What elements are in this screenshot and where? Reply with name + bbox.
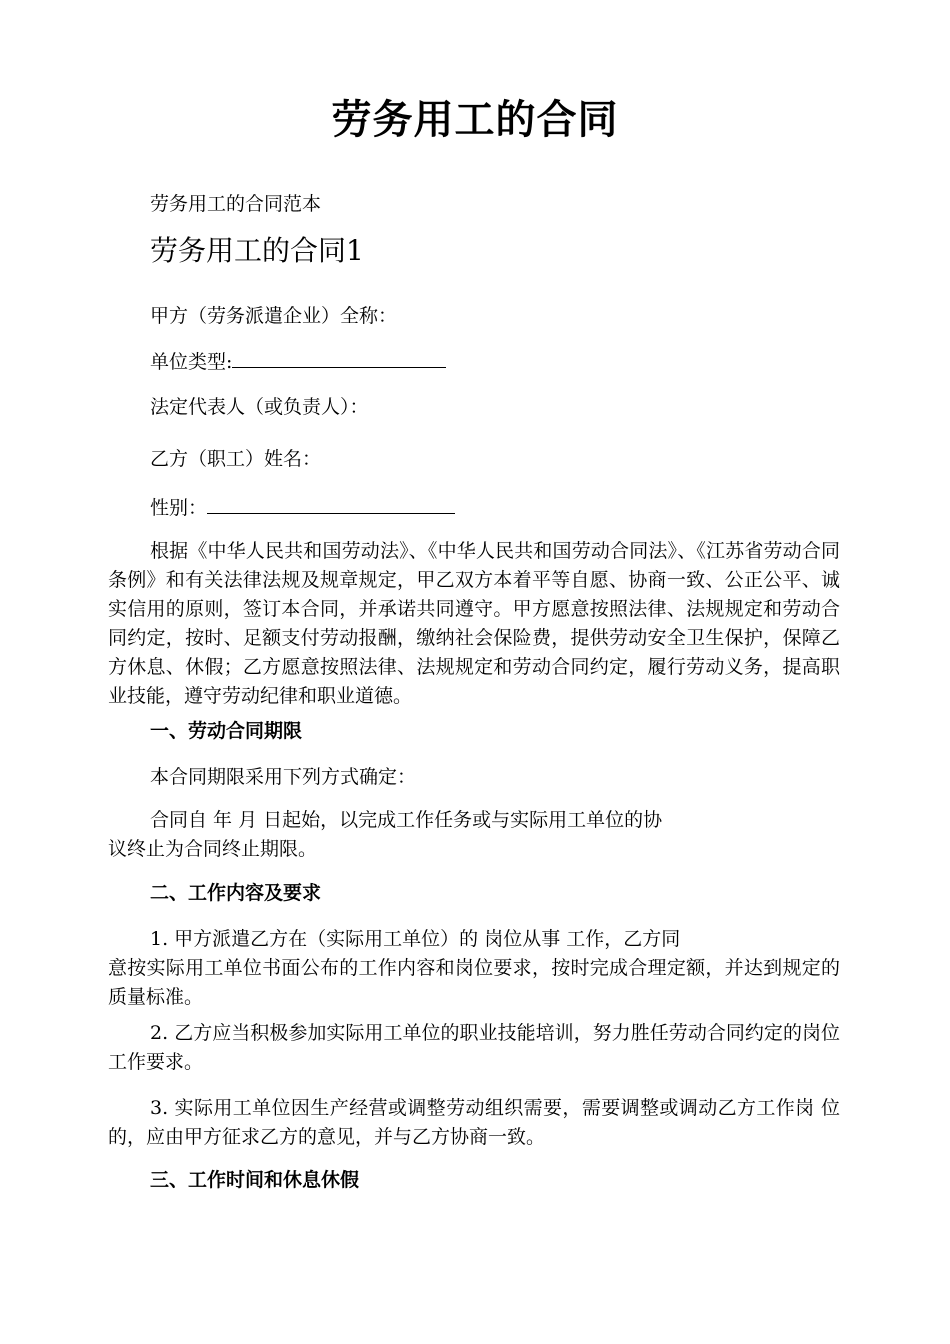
unit-type-blank-line: [232, 348, 446, 368]
section-2-item-3: 3. 实际用工单位因生产经营或调整劳动组织需要，需要调整或调动乙方工作岗 位的，应由甲方征求乙方的意见，并与乙方协商一致。: [108, 1097, 840, 1148]
section-2-item-2: 2. 乙方应当积极参加实际用工单位的职业技能培训，努力胜任劳动合同约定的岗位工作要求。: [108, 1022, 840, 1073]
section-3-title: 三、工作时间和休息休假: [150, 1169, 360, 1191]
contract-term-paragraph: [108, 806, 840, 864]
legal-rep-label: 法定代表人（或负责人）：: [150, 396, 369, 418]
section-2-title: 二、工作内容及要求: [150, 882, 322, 904]
gender-blank-line: [207, 494, 455, 514]
contract-heading: 劳务用工的合同1: [150, 234, 364, 267]
contract-term-line-2: 议终止为合同终止期限。: [108, 838, 318, 860]
party-b-name-label: 乙方（职工）姓名：: [150, 448, 322, 470]
unit-type-label: 单位类型:: [150, 351, 233, 373]
party-a-name-label: 甲方（劳务派遣企业）全称：: [150, 305, 398, 327]
gender-label: 性别：: [150, 497, 208, 519]
party-a-name-field: [150, 303, 397, 329]
preamble-paragraph: 根据《中华人民共和国劳动法》、《中华人民共和国劳动合同法》、《江苏省劳动合同条例》和有关法律法规及规章规定，甲乙双方本着平等自愿、协商一致、公正公平、诚实信用的原则，签订本合同，并承诺共同遵守。甲方愿意按照法律、法规规定和劳动合同约定，按时、足额支付劳动报酬，缴纳社会保险费，提供劳动安全卫生保护，保障乙方休息、休假；乙方愿意按照法律、法规规定和劳动合同约定，履行劳动义务，提高职业技能，遵守劳动纪律和职业道德。: [108, 540, 840, 707]
unit-type-field: [150, 348, 446, 375]
contract-term-line-1: 合同自 年 月 日起始，以完成工作任务或与实际用工单位的协: [150, 809, 663, 831]
legal-rep-field: [150, 394, 369, 420]
section-2-item-1: [108, 925, 840, 1012]
section-2-item-1-rest: 意按实际用工单位书面公布的工作内容和岗位要求，按时完成合理定额，并达到规定的质量标准。: [108, 957, 840, 1008]
section-1-title: 一、劳动合同期限: [150, 720, 303, 742]
section-1-intro: 本合同期限采用下列方式确定：: [150, 766, 417, 788]
section-2-item-1-line-1: 1. 甲方派遣乙方在（实际用工单位）的 岗位从事 工作，乙方同: [150, 928, 681, 950]
document-subtitle: 劳务用工的合同范本: [150, 193, 322, 215]
document-title: 劳务用工的合同: [331, 96, 619, 143]
gender-field: [150, 494, 455, 521]
party-b-name-field: [150, 446, 321, 472]
